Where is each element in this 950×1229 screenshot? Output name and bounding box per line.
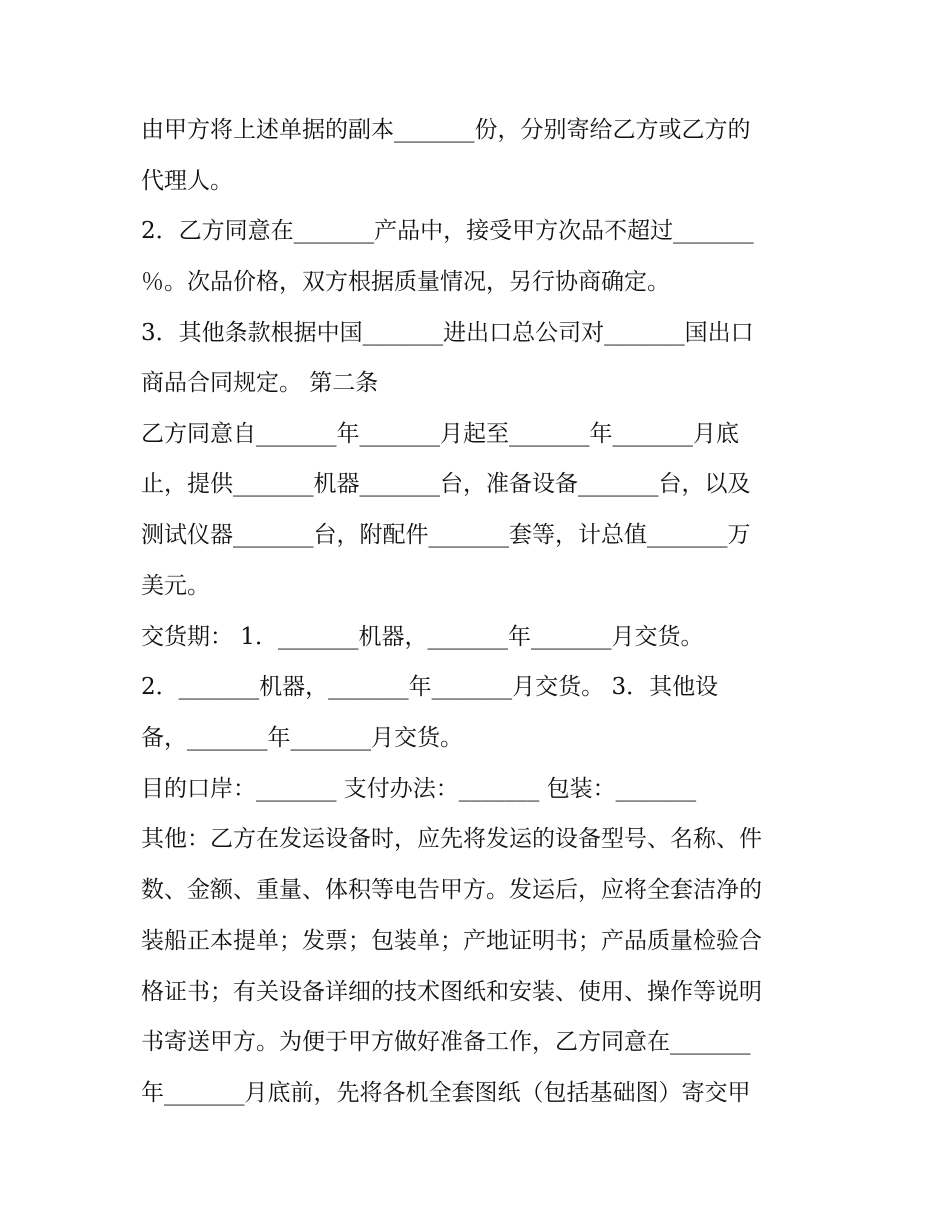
text-line-8: 止，提供_______机器_______台，准备设备_______台，以及 — [141, 471, 751, 497]
text-line-2: 代理人。 — [141, 168, 233, 194]
text-line-16: 数、金额、重量、体积等电告甲方。发运后，应将全套洁净的 — [141, 877, 762, 903]
text-line-18: 格证书；有关设备详细的技术图纸和安装、使用、操作等说明 — [141, 979, 762, 1005]
text-line-1: 由甲方将上述单据的副本_______份，分别寄给乙方或乙方的 — [141, 117, 751, 143]
text-line-20: 年_______月底前，先将各机全套图纸（包括基础图）寄交甲 — [141, 1080, 751, 1106]
text-line-14: 目的口岸：_______ 支付办法：_______ 包装：_______ — [141, 776, 697, 802]
text-line-11: 交货期： 1．_______机器，_______年_______月交货。 — [141, 624, 704, 650]
text-line-6: 商品合同规定。 第二条 — [141, 370, 379, 396]
text-line-9: 测试仪器_______台，附配件_______套等，计总值_______万 — [141, 522, 751, 548]
text-line-19: 书寄送甲方。为便于甲方做好准备工作，乙方同意在_______ — [141, 1029, 751, 1055]
text-line-12: 2．_______机器，_______年_______月交货。 3．其他设 — [141, 674, 719, 700]
text-line-13: 备，_______年_______月交货。 — [141, 725, 463, 751]
text-line-5: 3．其他条款根据中国_______进出口总公司对_______国出口 — [141, 320, 754, 346]
text-line-15: 其他：乙方在发运设备时，应先将发运的设备型号、名称、件 — [141, 826, 762, 852]
text-line-10: 美元。 — [141, 573, 210, 599]
text-line-4: ％。次品价格，双方根据质量情况，另行协商确定。 — [141, 269, 670, 295]
text-line-17: 装船正本提单；发票；包装单；产地证明书；产品质量检验合 — [141, 928, 762, 954]
text-line-7: 乙方同意自_______年_______月起至_______年_______月底 — [141, 421, 739, 447]
text-line-3: 2．乙方同意在_______产品中，接受甲方次品不超过_______ — [141, 218, 754, 244]
